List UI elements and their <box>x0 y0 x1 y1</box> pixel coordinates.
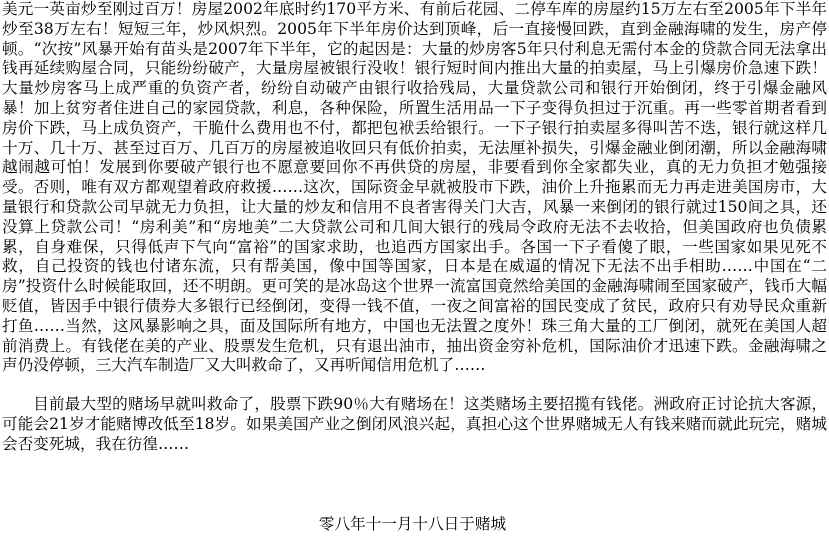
document-body <box>2 0 827 455</box>
date-signature: 零八年十一月十八日于赌城 <box>318 515 507 533</box>
paragraph-1: 美元一英亩炒至刚过百万！房屋2002年底时约170平方米、有前后花园、二停车库的房屋约15万左右至2005年下半年炒至38万左右！短短三年，炒风炽烈。2005年下半年房价达到顶峰，后一直接慢回跌，直到金融海啸的发生，房产停顿。“次按”风暴开始有苗头是2007年下半年，它的起因是：大量的炒房客5年只付利息无需付本金的贷款合同无法拿出钱再延续购屋合同，只能纷纷破产，大量房屋被银行没收！银行短时间内推出大量的拍卖屋，马上引爆房价急速下跌！大量炒房客马上成严重的负资产者，纷纷自动破产由银行收拾残局，大量贷款公司和银行开始倒闭，终于引爆金融风暴！加上贫穷者住进自己的家园贷款，利息，各种保险，所置生活用品一下子变得负担过于沉重。再一些零首期者看到房价下跌，马上成负资产，干脆什么费用也不付，都把包袱丢给银行。一下子银行拍卖屋多得叫苦不迭，银行就这样几十万、几十万、甚至过百万、几百万的房屋被追收回只有低价拍卖，无法厘补损失，引爆金融业倒闭潮，所以金融海啸越闹越可怕！发展到你要破产银行也不愿意要回你不再供贷的房屋，非要看到你全家都失业，真的无力负担才勉强接受。否则，唯有双方都观望着政府救援……这次，国际资金早就被股市下跌，油价上升拖累而无力再走进美国房市，大量银行和贷款公司早就无力负担，让大量的炒友和信用不良者害得关门大吉，风暴一来倒闭的银行就过150间之具，还没算上贷款公司！“房利美”和“房地美”二大贷款公司和几间大银行的残局令政府无法不去收拾，但美国政府也负债累累，自身难保，只得低声下气向“富裕”的国家求助，也追西方国家出手。各国一下子看傻了眼，一些国家如果见死不救，自己投资的钱也付诸东流，只有帮美国，像中国等国家，日本是在威逼的情况下无法不出手相助……中国在“二房”投资什么时候能取回，还不明朗。更可笑的是冰岛这个世界一流富国竟然给美国的金融海啸闹至国家破产，钱币大幅贬值，皆因手中银行债券大多银行已经倒闭，变得一钱不值，一夜之间富裕的国民变成了贫民，政府只有劝导民众重新打鱼……当然，这风暴影响之具，面及国际所有地方，中国也无法置之度外！珠三角大量的工厂倒闭，就死在美国人超前消费上。有钱佬在美的产业、股票发生危机，只有退出油市，抽出资金穷补危机，国际油价才迅速下跌。金融海啸之声仍没停顿，三大汽车制造厂又大叫救命了，又再听闻信用危机了…… <box>2 0 827 375</box>
paragraph-2: 目前最大型的赌场早就叫救命了，股票下跌90％大有赌场在！这类赌场主要招揽有钱佬。洲政府正讨论抗大客源，可能会21岁才能赌博改低至18岁。如果美国产业之倒闭风浪兴起，真担心这个世界赌城无人有钱来赌而就此玩完，赌城会否变死城，我在彷徨…… <box>2 395 827 453</box>
